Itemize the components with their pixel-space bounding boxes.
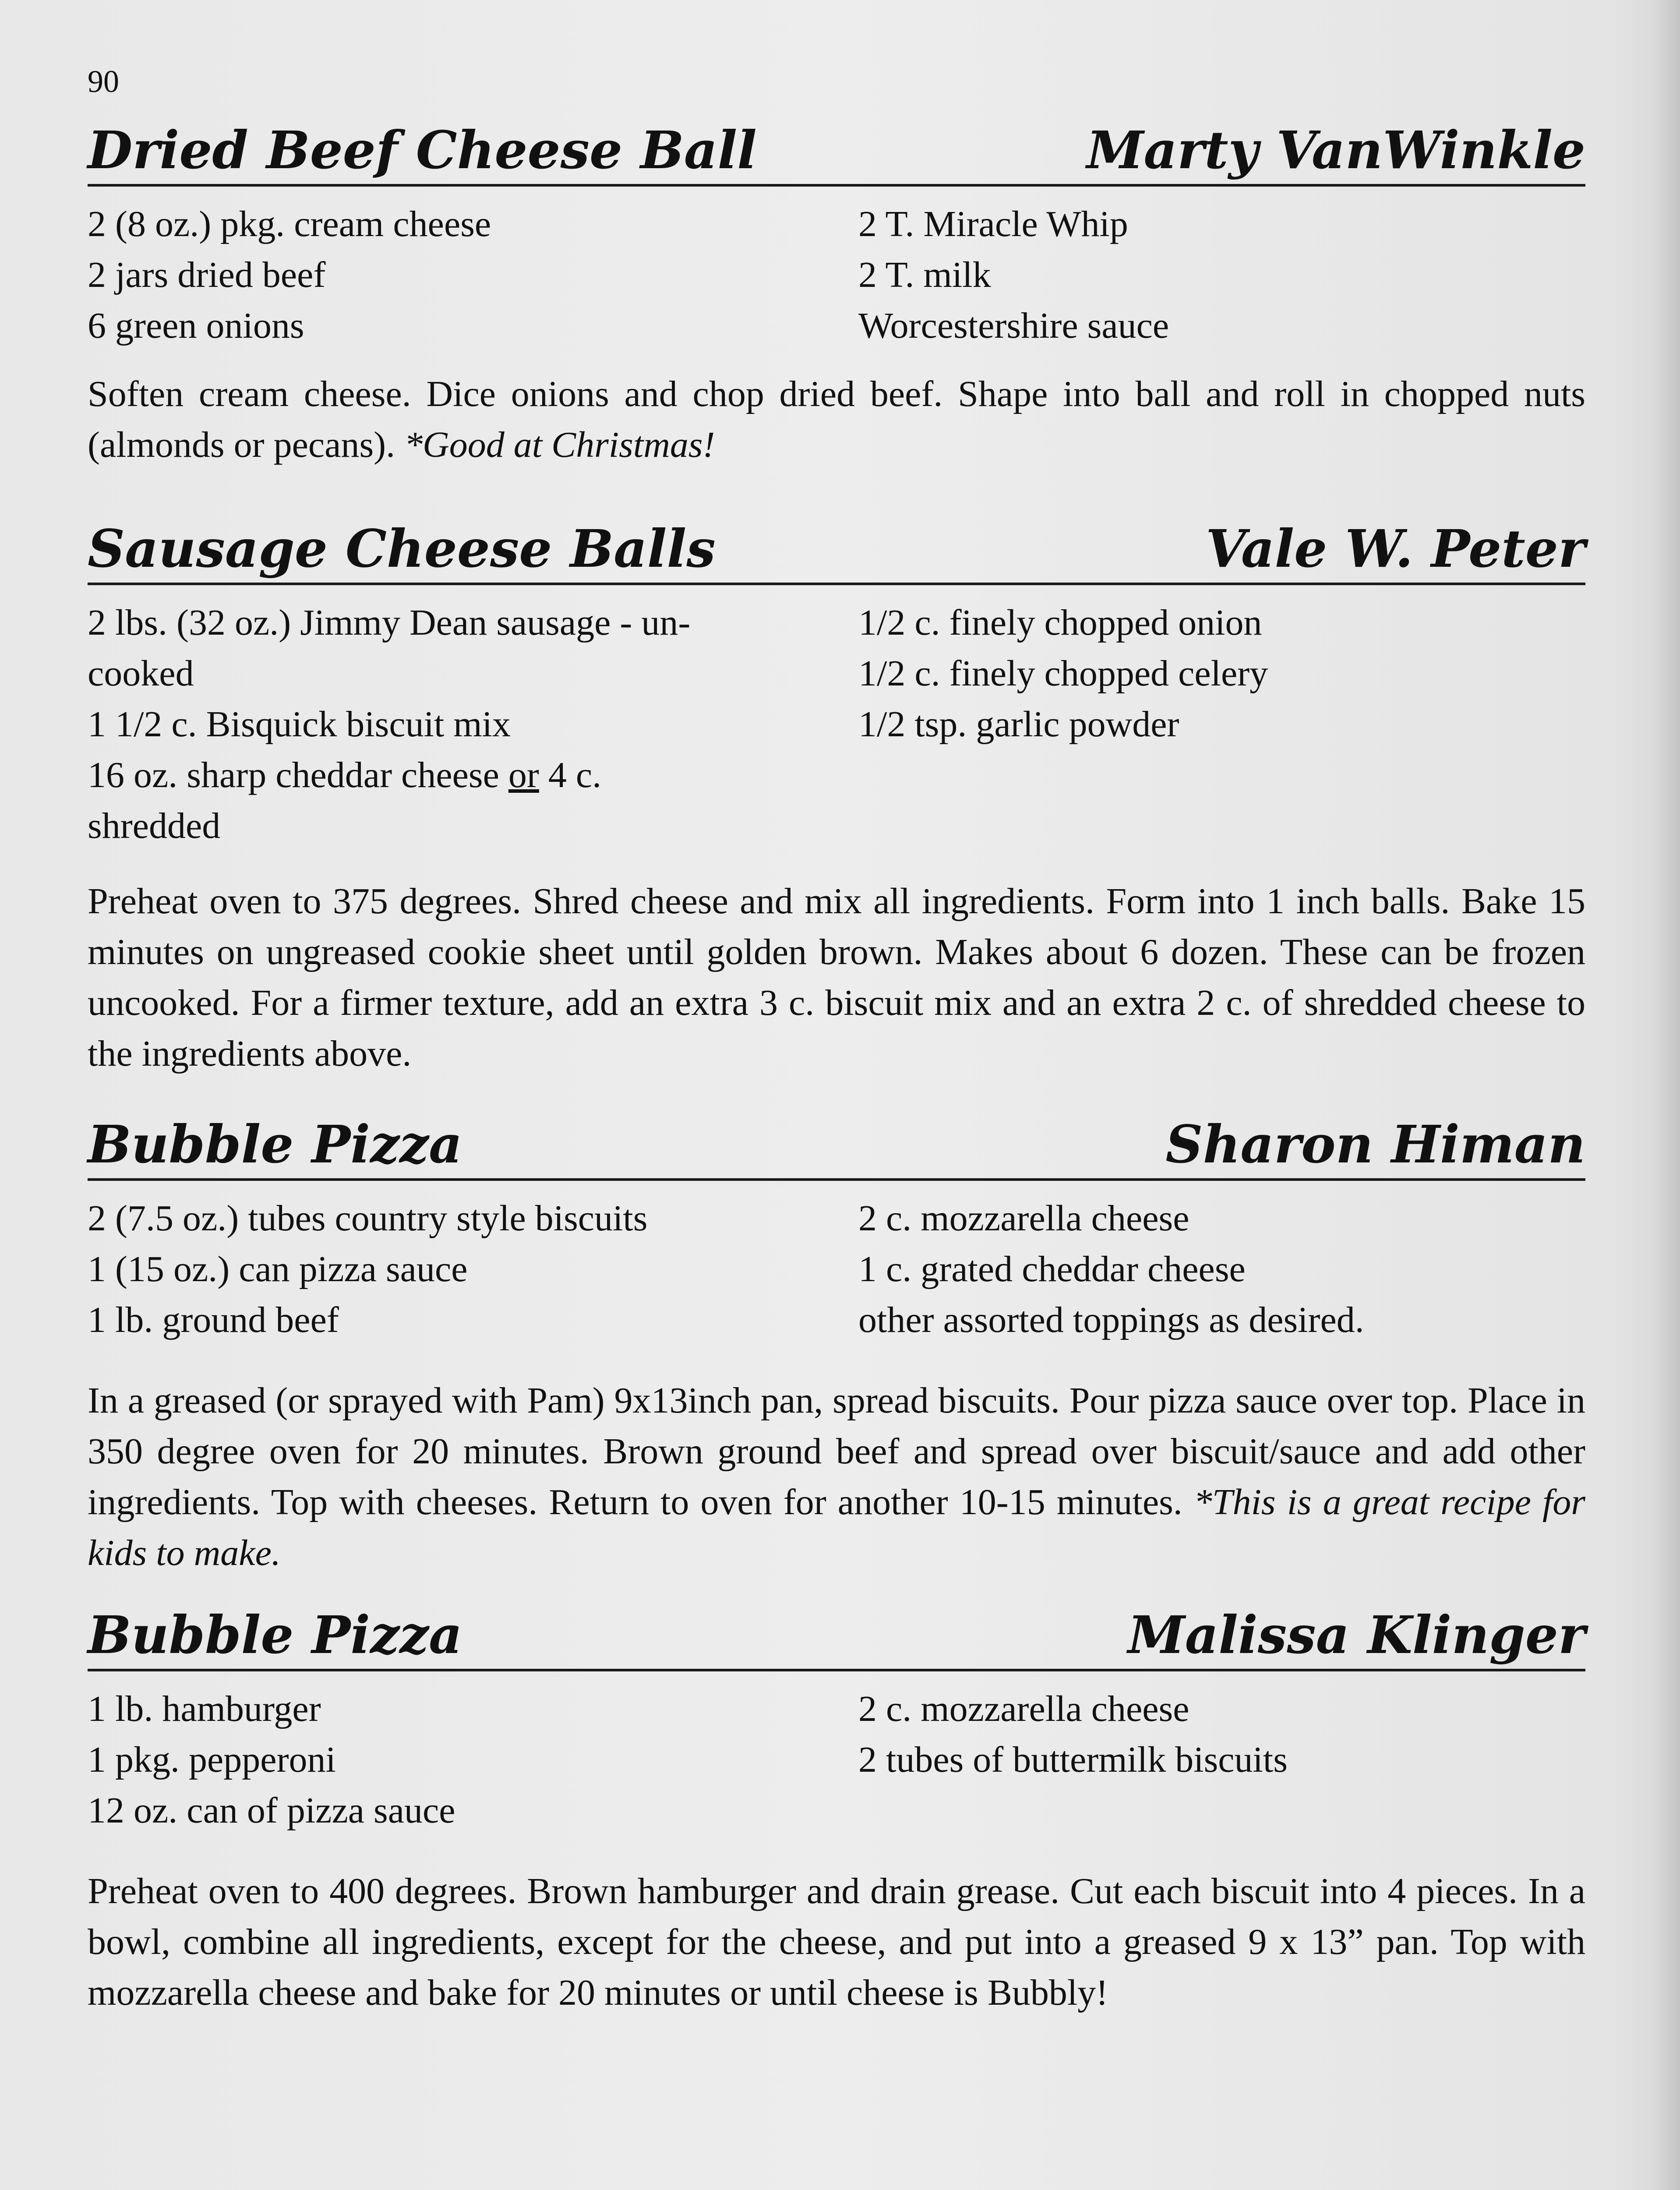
ingredient: 1/2 c. finely chopped celery (858, 653, 1268, 694)
ingredient: Worcestershire sauce (858, 305, 1169, 346)
recipe-header (88, 508, 1585, 585)
recipe-author: Malissa Klinger (1128, 1604, 1585, 1665)
ingredient: 1 c. grated cheddar cheese (858, 1249, 1246, 1289)
ingredient: cooked (88, 653, 194, 694)
ingredient: 2 T. Miracle Whip (858, 204, 1128, 244)
recipe-title: Sausage Cheese Balls (88, 518, 716, 579)
ingredients-column-right (858, 199, 1585, 351)
ingredients-list (88, 1684, 1585, 1836)
ingredient: 2 c. mozzarella cheese (858, 1688, 1189, 1729)
recipe-note: *This is a great recipe for kids to make. (88, 1482, 1585, 1573)
recipe-header (88, 1104, 1585, 1181)
ingredients-list (88, 597, 1585, 851)
ingredient: 1 1/2 c. Bisquick biscuit mix (88, 704, 511, 745)
ingredient: 2 c. mozzarella cheese (858, 1198, 1189, 1239)
ingredient: 1/2 tsp. garlic powder (858, 704, 1179, 745)
recipe-title: Dried Beef Cheese Ball (88, 120, 757, 180)
ingredient: 6 green onions (88, 305, 304, 346)
recipe-directions (88, 369, 1585, 470)
recipe-header (88, 1594, 1585, 1671)
recipe-directions (88, 876, 1585, 1079)
recipe-header (88, 110, 1585, 187)
recipe-author: Sharon Himan (1165, 1114, 1585, 1175)
ingredient: 2 T. milk (858, 254, 991, 295)
ingredients-column-left (88, 1193, 832, 1346)
ingredient: 2 lbs. (32 oz.) Jimmy Dean sausage - un- (88, 602, 691, 643)
recipe-bubble-pizza-himan (88, 1104, 1585, 1573)
ingredient-cheese-text: 16 oz. sharp cheddar cheese (88, 755, 508, 795)
directions-text: In a greased (or sprayed with Pam) 9x13inch pan, spread biscuits. Pour pizza sauce over top. Place in 350 degree oven for 20 minutes. Brown ground beef and spread over biscuit/sauce and add other ingredients. Top with cheeses. Return to oven for another 10-15 minutes. (88, 1380, 1585, 1522)
recipe-author: Vale W. Peter (1206, 518, 1585, 579)
ingredient: 12 oz. can of pizza sauce (88, 1790, 455, 1831)
directions-text: Preheat oven to 400 degrees. Brown hamburger and drain grease. Cut each biscuit into 4 pieces. In a bowl, combine all ingredients, except for the cheese, and put into a greased 9 x 13” pan. Top with mozzarella cheese and bake for 20 minutes or until cheese is Bubbly! (88, 1871, 1585, 2013)
ingredient: 2 (7.5 oz.) tubes country style biscuits (88, 1198, 648, 1239)
recipe-directions (88, 1375, 1585, 1579)
recipe-directions (88, 1866, 1585, 2018)
ingredient: 1 (15 oz.) can pizza sauce (88, 1249, 468, 1289)
recipe-note: *Good at Christmas! (404, 424, 715, 465)
recipe-author: Marty VanWinkle (1086, 120, 1585, 180)
ingredient: 2 (8 oz.) pkg. cream cheese (88, 204, 491, 244)
ingredient: 1 pkg. pepperoni (88, 1739, 336, 1780)
ingredient-cheese-amount: 4 c. (539, 755, 602, 795)
ingredient: 1 lb. hamburger (88, 1688, 321, 1729)
ingredient: 2 tubes of buttermilk biscuits (858, 1739, 1288, 1780)
directions-text: Preheat oven to 375 degrees. Shred cheese and mix all ingredients. Form into 1 inch balls. Bake 15 minutes on ungreased cookie sheet until golden brown. Makes about 6 dozen. These can be frozen uncooked. For a firmer texture, add an extra 3 c. biscuit mix and an extra 2 c. of shredded cheese to the ingredients above. (88, 881, 1585, 1074)
ingredients-list (88, 199, 1585, 351)
directions-text: Soften cream cheese. Dice onions and chop dried beef. Shape into ball and roll in chopped nuts (almonds or pecans). (88, 374, 1585, 465)
ingredient: shredded (88, 805, 221, 846)
page-number: 90 (88, 64, 119, 99)
ingredients-column-right (858, 1684, 1585, 1785)
ingredients-list (88, 1193, 1585, 1346)
recipe-title: Bubble Pizza (88, 1114, 462, 1175)
recipe-bubble-pizza-klinger (88, 1594, 1585, 2013)
ingredients-column-right (858, 1193, 1585, 1346)
ingredients-column-left (88, 1684, 832, 1836)
ingredients-column-left (88, 199, 832, 351)
ingredient: other assorted toppings as desired. (858, 1300, 1364, 1340)
recipe-title: Bubble Pizza (88, 1604, 462, 1665)
ingredient: 2 jars dried beef (88, 254, 326, 295)
page-edge-shadow (1654, 0, 1680, 2190)
ingredient: 1 lb. ground beef (88, 1300, 339, 1340)
ingredient (88, 750, 832, 801)
recipe-dried-beef-cheese-ball (88, 110, 1585, 465)
ingredient-or-underlined: or (508, 755, 539, 795)
ingredients-column-left (88, 597, 832, 851)
ingredients-column-right (858, 597, 1585, 750)
ingredient: 1/2 c. finely chopped onion (858, 602, 1262, 643)
recipe-sausage-cheese-balls (88, 508, 1585, 1074)
